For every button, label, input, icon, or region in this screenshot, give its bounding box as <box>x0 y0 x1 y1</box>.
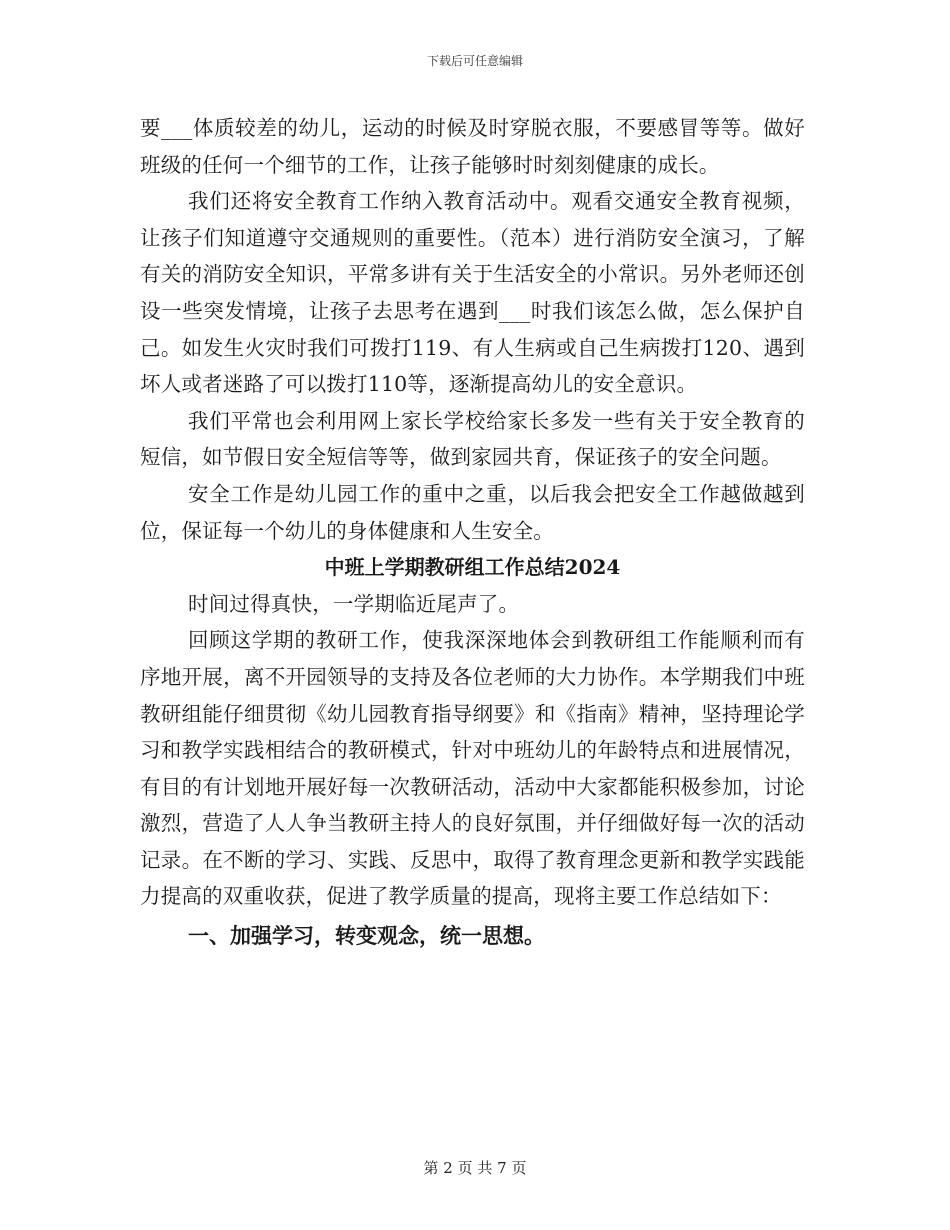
paragraph-parent-school: 我们平常也会利用网上家长学校给家长多发一些有关于安全教育的短信，如节假日安全短信等等，做到家园共育，保证孩子的安全问题。 <box>140 408 805 470</box>
paragraph-time-passes: 时间过得真快，一学期临近尾声了。 <box>188 591 520 616</box>
section-title: 中班上学期教研组工作总结2024 <box>324 555 621 580</box>
document-body <box>140 110 805 955</box>
paragraph-continued: 要___体质较差的幼儿，运动的时候及时穿脱衣服，不要感冒等等。做好班级的任何一个细节的工作，让孩子能够时时刻刻健康的成长。 <box>140 116 805 177</box>
page-number: 第 2 页 共 7 页 <box>423 1159 527 1177</box>
page-header: 下载后可任意编辑 <box>426 54 523 68</box>
paragraph-safety-priority: 安全工作是幼儿园工作的重中之重，以后我会把安全工作越做越到位，保证每一个幼儿的身体健康和人生安全。 <box>140 481 805 543</box>
heading-section-one: 一、加强学习，转变观念，统一思想。 <box>188 923 545 949</box>
paragraph-review: 回顾这学期的教研工作，使我深深地体会到教研组工作能顺利而有序地开展，离不开园领导的支持及各位老师的大力协作。本学期我们中班教研组能仔细贯彻《幼儿园教育指导纲要》和《指南》精神，坚持理论学习和教学实践相结合的教研模式，针对中班幼儿的年龄特点和进展情况，有目的有计划地开展好每一次教研活动，活动中大家都能积极参加，讨论激烈，营造了人人争当教研主持人的良好氛围，并仔细做好每一次的活动记录。在不断的学习、实践、反思中，取得了教育理念更新和教学实践能力提高的双重收获，促进了教学质量的提高，现将主要工作总结如下： <box>140 628 805 909</box>
paragraph-safety-education: 我们还将安全教育工作纳入教育活动中。观看交通安全教育视频，让孩子们知道遵守交通规则的重要性。（范本）进行消防安全演习，了解有关的消防安全知识，平常多讲有关于生活安全的小常识。另外老师还创设一些突发情境，让孩子去思考在遇到___时我们该怎么做，怎么保护自己。如发生火灾时我们可拨打119、有人生病或自己生病拨打120、遇到坏人或者迷路了可以拨打110等，逐渐提高幼儿的安全意识。 <box>140 189 805 397</box>
